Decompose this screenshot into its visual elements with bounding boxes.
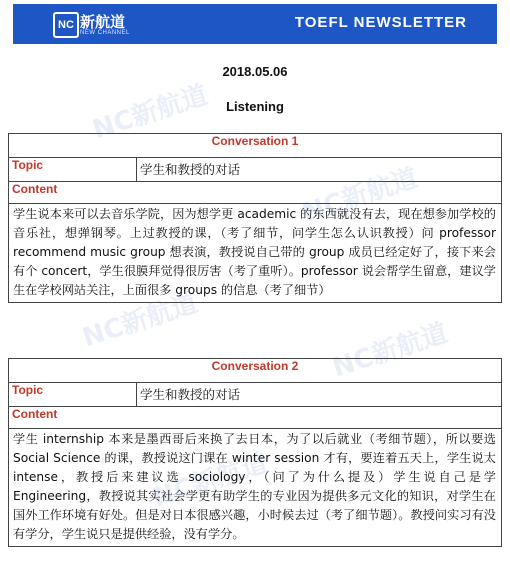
content-label: Content	[9, 407, 501, 429]
topic-value: 学生和教授的对话	[140, 387, 241, 402]
topic-value: 学生和教授的对话	[140, 162, 241, 177]
watermark-logo: NC新航道	[329, 318, 452, 384]
issue-date: 2018.05.06	[222, 64, 288, 79]
conversation-block	[8, 133, 502, 303]
conversation-block	[8, 358, 502, 547]
content-text: 学生说本来可以去音乐学院，因为想学更 academic 的东西就没有去，现在想参加学校的音乐社，想弹钢琴。上过教授的课，（考了细节，问学生怎么认识教授）问 professor recommend music group 想表演，教授说自己带的 group 成员已经定好了，接下来会有个 concert，学生很膜拜觉得很厉害（考了重听）。professor 说会帮学生留意，建议学生在学校网站关注，上面很多 groups 的信息（考了细节）	[13, 207, 496, 297]
watermark-logo: NC新航道	[79, 288, 202, 354]
topic-row	[9, 158, 501, 182]
watermark-logo: NC新航道	[299, 163, 422, 229]
conversation-title: Conversation 1	[9, 134, 501, 158]
topic-row	[9, 383, 501, 407]
newsletter-title: TOEFL NEWSLETTER	[294, 14, 467, 31]
watermark-logo: NC新航道	[89, 80, 212, 146]
logo-icon: NC	[53, 12, 79, 38]
content-label: Content	[9, 182, 501, 204]
newsletter-header	[13, 4, 497, 44]
topic-label: Topic	[9, 158, 137, 181]
topic-label: Topic	[9, 383, 137, 406]
watermark-logo: NC新航道	[149, 448, 272, 514]
section-title: Listening	[226, 99, 284, 114]
logo-subtext: NEW CHANNEL	[80, 30, 130, 36]
content-text: 学生 internship 本来是墨西哥后来换了去日本，为了以后就业（考细节题），所以要选 Social Science 的课，教授说这门课在 winter session 才有，要连着五天上，学生说太 intense，教授后来建议选 sociology，（问了为什么提及）学生说自己是学 Engineering，教授说其实社会学更有助学生的专业因为提供多元文化的知识，对学生在国外工作环境有好处。但是对日本很感兴趣，小时候去过（考了细节题）。教授问实习有没有学分，学生说只是提供经验，没有学分。	[13, 432, 496, 541]
conversation-title: Conversation 2	[9, 359, 501, 383]
logo-text: 新航道	[80, 13, 126, 31]
